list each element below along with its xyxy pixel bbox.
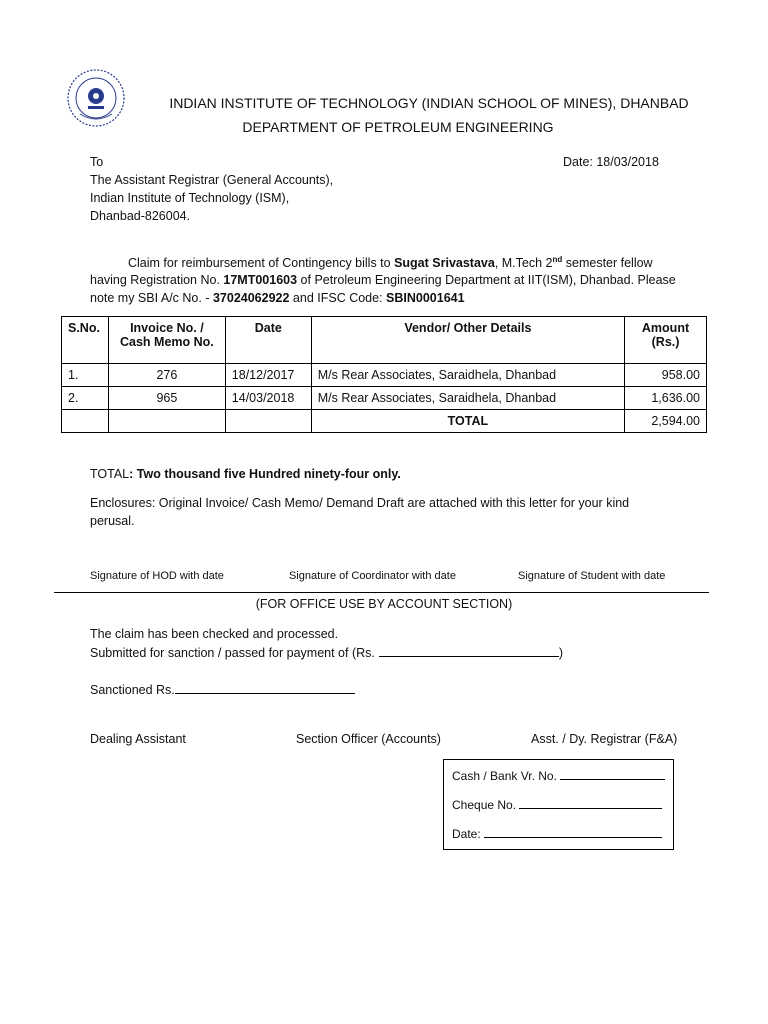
address-to: To: [90, 155, 104, 169]
row-date: 14/03/2018: [225, 387, 311, 410]
office-sanctioned: Sanctioned Rs.: [90, 683, 355, 697]
sanctioned-blank[interactable]: [175, 693, 355, 694]
department-name: DEPARTMENT OF PETROLEUM ENGINEERING: [242, 119, 554, 135]
header-invoice: Invoice No. / Cash Memo No.: [108, 317, 225, 364]
table-total-row: [62, 410, 707, 433]
invoice-table: [61, 316, 707, 433]
total-amount: 2,594.00: [625, 410, 707, 433]
row-vendor: M/s Rear Associates, Saraidhela, Dhanbad: [311, 387, 624, 410]
row-sno: 2.: [62, 387, 109, 410]
voucher-box: [443, 759, 674, 850]
section-divider: [54, 592, 709, 593]
letter-date: Date: 18/03/2018: [563, 155, 659, 169]
signature-hod: Signature of HOD with date: [90, 570, 224, 582]
amount-blank[interactable]: [379, 656, 559, 657]
cheque-row: Cheque No.: [452, 798, 662, 812]
voucher-blank[interactable]: [560, 779, 665, 780]
header-amount: Amount (Rs.): [625, 317, 707, 364]
row-invoice: 965: [108, 387, 225, 410]
table-row: [62, 364, 707, 387]
cheque-blank[interactable]: [519, 808, 662, 809]
institute-name: INDIAN INSTITUTE OF TECHNOLOGY (INDIAN SCHOOL OF MINES), DHANBAD: [169, 95, 689, 111]
empty-cell: [225, 410, 311, 433]
empty-cell: [62, 410, 109, 433]
row-amount: 958.00: [625, 364, 707, 387]
header-sno: S.No.: [62, 317, 109, 364]
row-vendor: M/s Rear Associates, Saraidhela, Dhanbad: [311, 364, 624, 387]
body-line-2: having Registration No. 17MT001603 of Petroleum Engineering Department at IIT(ISM), Dhanbad. Please: [90, 273, 676, 287]
table-header-row: [62, 317, 707, 364]
row-invoice: 276: [108, 364, 225, 387]
row-amount: 1,636.00: [625, 387, 707, 410]
body-line-3: note my SBI A/c No. - 37024062922 and IFSC Code: SBIN0001641: [90, 291, 465, 305]
voucher-row: Cash / Bank Vr. No.: [452, 769, 665, 783]
body-line-1: Claim for reimbursement of Contingency bills to Sugat Srivastava, M.Tech 2nd semester fellow: [128, 255, 653, 271]
office-use-title: (FOR OFFICE USE BY ACCOUNT SECTION): [255, 597, 513, 611]
date-blank[interactable]: [484, 837, 662, 838]
enclosures-line-2: perusal.: [90, 514, 135, 528]
section-officer: Section Officer (Accounts): [296, 732, 441, 746]
total-label: TOTAL: [311, 410, 624, 433]
signature-coordinator: Signature of Coordinator with date: [289, 570, 456, 582]
table-row: [62, 387, 707, 410]
empty-cell: [108, 410, 225, 433]
row-date: 18/12/2017: [225, 364, 311, 387]
total-in-words: TOTAL: Two thousand five Hundred ninety-four only.: [90, 467, 401, 481]
enclosures-line-1: Enclosures: Original Invoice/ Cash Memo/ Demand Draft are attached with this letter for your kind: [90, 496, 630, 510]
dealing-assistant: Dealing Assistant: [90, 732, 186, 746]
address-line-1: The Assistant Registrar (General Accounts),: [90, 173, 334, 187]
registrar: Asst. / Dy. Registrar (F&A): [531, 732, 678, 746]
header-date: Date: [225, 317, 311, 364]
address-line-2: Indian Institute of Technology (ISM),: [90, 191, 290, 205]
office-submitted: Submitted for sanction / passed for payment of (Rs. ): [90, 646, 564, 660]
office-checked: The claim has been checked and processed.: [90, 627, 339, 641]
row-sno: 1.: [62, 364, 109, 387]
address-line-3: Dhanbad-826004.: [90, 209, 191, 223]
signature-student: Signature of Student with date: [518, 570, 666, 582]
header-vendor: Vendor/ Other Details: [311, 317, 624, 364]
date-row: Date:: [452, 827, 662, 841]
